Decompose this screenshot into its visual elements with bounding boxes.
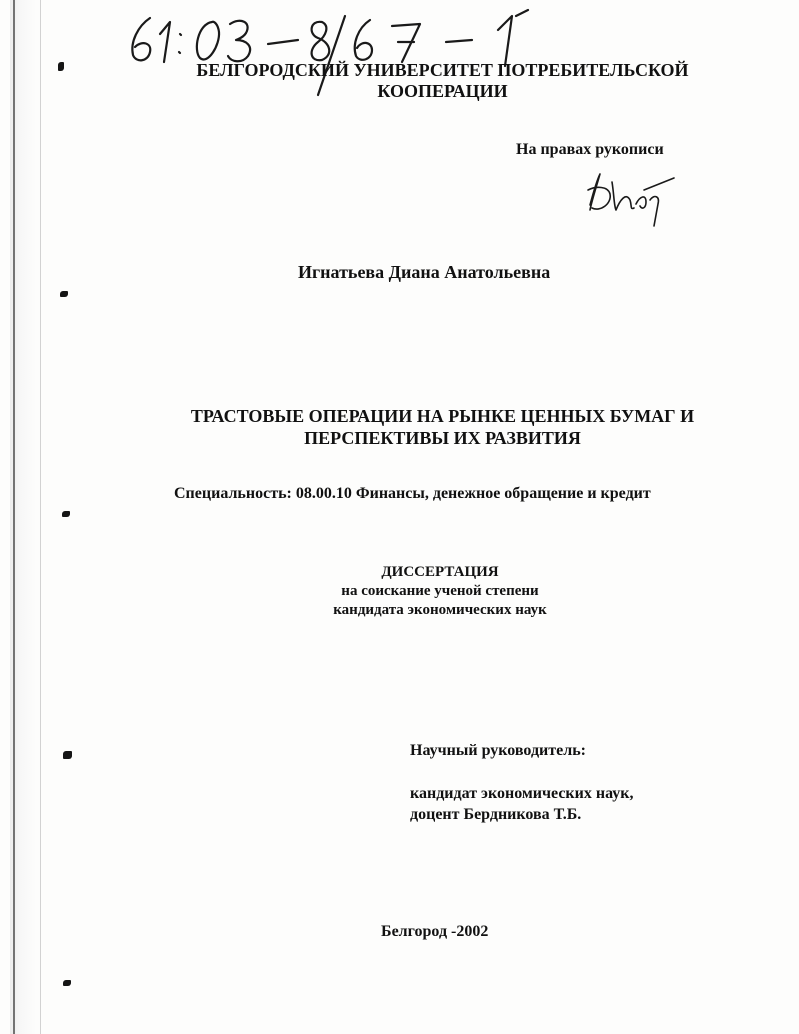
thesis-title-line-1: ТРАСТОВЫЕ ОПЕРАЦИИ НА РЫНКЕ ЦЕННЫХ БУМАГ И xyxy=(190,406,695,426)
thesis-title xyxy=(150,405,735,449)
supervisor-label: Научный руководитель: xyxy=(410,742,586,759)
supervisor-degree: кандидат экономических наук, xyxy=(410,785,634,802)
author-name: Игнатьева Диана Анатольевна xyxy=(298,262,551,282)
city-year: Белгород -2002 xyxy=(381,923,489,940)
thesis-title-line-2: ПЕРСПЕКТИВЫ ИХ РАЗВИТИЯ xyxy=(304,428,581,448)
handwritten-signature xyxy=(580,160,680,230)
binding-mark xyxy=(63,980,71,986)
document-type: ДИССЕРТАЦИЯ xyxy=(381,564,499,580)
binding-mark xyxy=(63,751,72,759)
manuscript-note: На правах рукописи xyxy=(516,141,664,158)
scan-line-faint xyxy=(40,0,41,1034)
binding-mark xyxy=(62,511,70,517)
degree-line-1: на соискание ученой степени xyxy=(341,583,539,599)
supervisor-name: доцент Бердникова Т.Б. xyxy=(410,806,582,823)
university-name xyxy=(150,60,735,102)
specialty: Специальность: 08.00.10 Финансы, денежное обращение и кредит xyxy=(174,485,651,502)
binding-mark xyxy=(60,291,68,297)
degree-line-2: кандидата экономических наук xyxy=(333,602,547,618)
degree-block xyxy=(240,563,640,620)
supervisor-details xyxy=(410,783,633,825)
scan-line xyxy=(13,0,15,1034)
university-line-2: КООПЕРАЦИИ xyxy=(377,81,508,101)
university-line-1: БЕЛГОРОДСКИЙ УНИВЕРСИТЕТ ПОТРЕБИТЕЛЬСКОЙ xyxy=(196,60,689,80)
